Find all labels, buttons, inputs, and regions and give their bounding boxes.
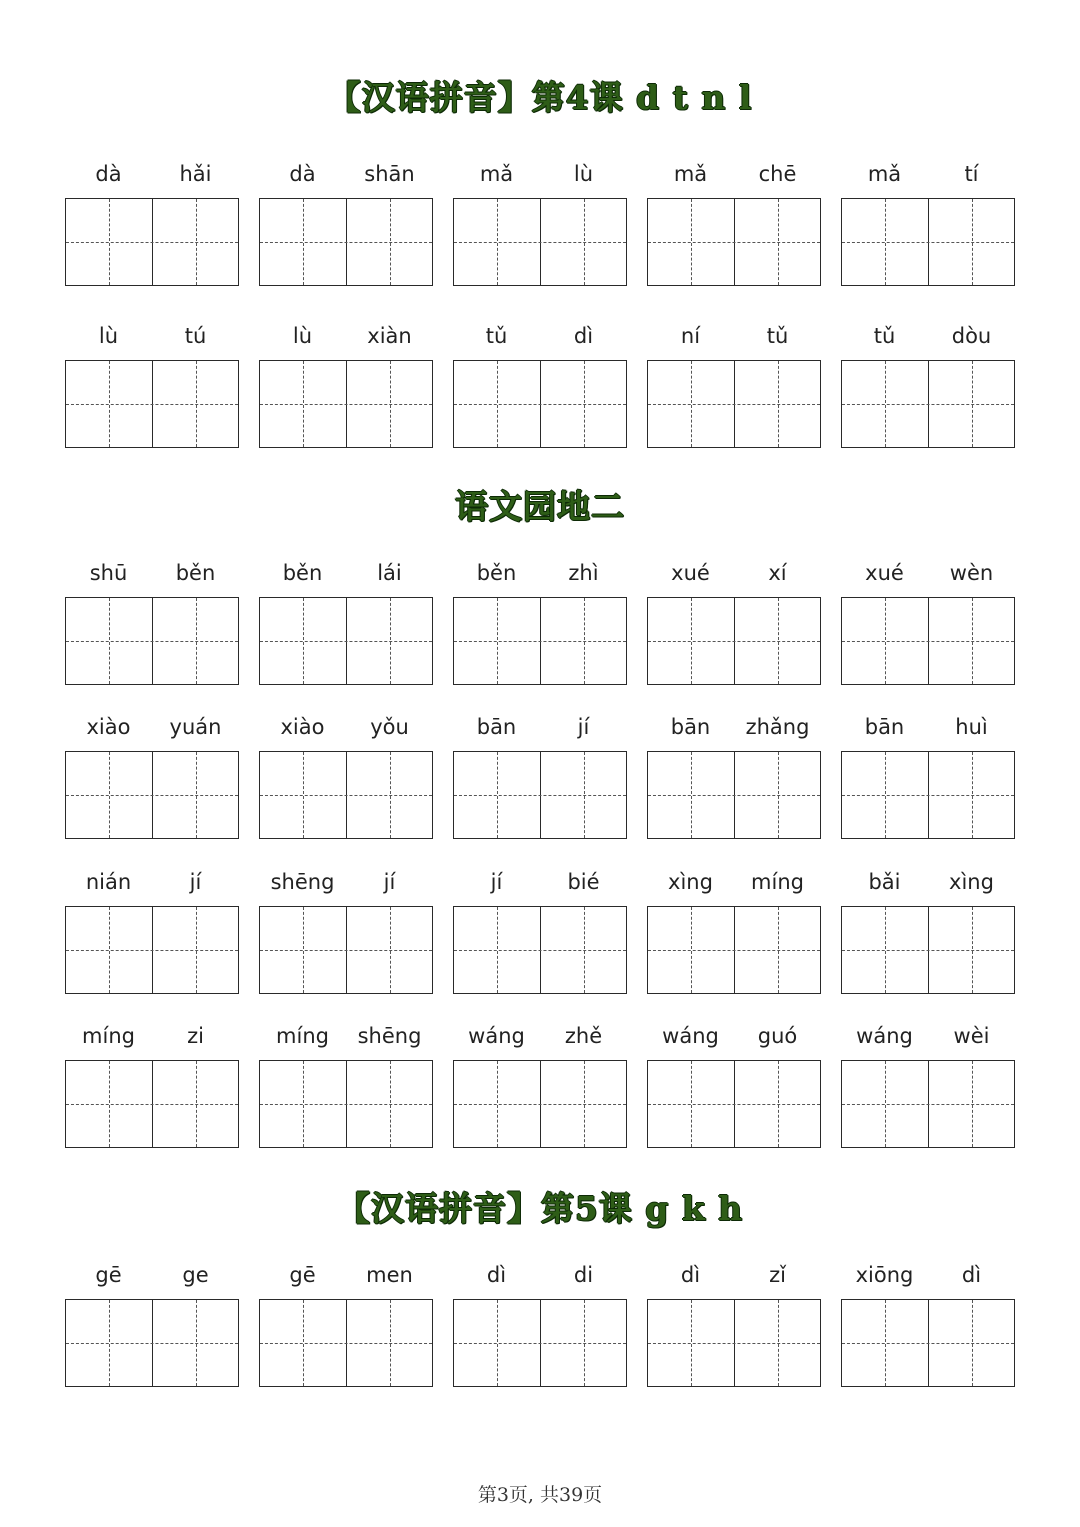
guide-line: [584, 361, 585, 447]
pinyin-syllable: yuán: [169, 715, 222, 739]
guide-line: [972, 752, 973, 838]
guide-line: [648, 950, 820, 951]
pinyin-syllable: běn: [282, 561, 323, 585]
guide-line: [66, 1343, 238, 1344]
guide-line: [109, 598, 110, 684]
heading-yuwen-yuandi-2: 语文园地二: [455, 487, 625, 526]
guide-line: [842, 242, 1014, 243]
tianzige-writing-box[interactable]: [647, 1299, 821, 1387]
guide-line: [691, 361, 692, 447]
guide-line: [390, 598, 391, 684]
pinyin-syllable: bān: [670, 715, 711, 739]
tianzige-writing-box[interactable]: [65, 1060, 239, 1148]
pinyin-syllable: tǔ: [485, 324, 508, 348]
guide-line: [303, 1300, 304, 1386]
pinyin-syllable: tǔ: [766, 324, 789, 348]
guide-line: [303, 361, 304, 447]
pinyin-syllable: lù: [573, 162, 594, 186]
guide-line: [778, 199, 779, 285]
guide-line: [66, 242, 238, 243]
guide-line: [390, 361, 391, 447]
tianzige-writing-box[interactable]: [647, 1060, 821, 1148]
guide-line: [584, 1061, 585, 1147]
page-footer: 第3页, 共39页: [477, 1484, 603, 1506]
guide-line: [778, 1300, 779, 1386]
tianzige-writing-box[interactable]: [841, 906, 1015, 994]
guide-line: [648, 795, 820, 796]
pinyin-syllable: shēng: [357, 1024, 422, 1048]
guide-line: [390, 752, 391, 838]
guide-line: [972, 907, 973, 993]
guide-line: [972, 1061, 973, 1147]
tianzige-writing-box[interactable]: [647, 906, 821, 994]
guide-line: [972, 598, 973, 684]
pinyin-syllable: nián: [85, 870, 132, 894]
guide-line: [648, 1343, 820, 1344]
tianzige-writing-box[interactable]: [647, 751, 821, 839]
pinyin-syllable: bǎi: [868, 870, 901, 894]
tianzige-writing-box[interactable]: [453, 198, 627, 286]
guide-line: [648, 404, 820, 405]
pinyin-syllable: míng: [82, 1024, 135, 1048]
guide-line: [303, 907, 304, 993]
guide-line: [260, 404, 432, 405]
pinyin-syllable: xiàn: [367, 324, 412, 348]
tianzige-writing-box[interactable]: [259, 906, 433, 994]
tianzige-writing-box[interactable]: [453, 906, 627, 994]
pinyin-syllable: hǎi: [179, 162, 212, 186]
guide-line: [303, 752, 304, 838]
pinyin-syllable: dòu: [951, 324, 992, 348]
guide-line: [454, 1343, 626, 1344]
guide-line: [454, 950, 626, 951]
tianzige-writing-box[interactable]: [259, 751, 433, 839]
guide-line: [691, 598, 692, 684]
guide-line: [454, 641, 626, 642]
pinyin-syllable: lù: [292, 324, 313, 348]
guide-line: [109, 199, 110, 285]
pinyin-syllable: xiōng: [855, 1263, 914, 1287]
guide-line: [454, 404, 626, 405]
tianzige-writing-box[interactable]: [259, 597, 433, 685]
guide-line: [497, 361, 498, 447]
tianzige-writing-box[interactable]: [841, 198, 1015, 286]
tianzige-writing-box[interactable]: [647, 597, 821, 685]
guide-line: [497, 598, 498, 684]
guide-line: [691, 199, 692, 285]
guide-line: [885, 199, 886, 285]
guide-line: [109, 1300, 110, 1386]
pinyin-syllable: lái: [377, 561, 402, 585]
guide-line: [885, 598, 886, 684]
pinyin-syllable: zhì: [568, 561, 599, 585]
guide-line: [842, 950, 1014, 951]
pinyin-syllable: lù: [98, 324, 119, 348]
guide-line: [260, 1343, 432, 1344]
guide-line: [778, 752, 779, 838]
pinyin-syllable: zhě: [564, 1024, 603, 1048]
tianzige-writing-box[interactable]: [841, 1060, 1015, 1148]
guide-line: [196, 199, 197, 285]
pinyin-syllable: gē: [95, 1263, 122, 1287]
guide-line: [196, 1300, 197, 1386]
guide-line: [390, 199, 391, 285]
tianzige-writing-box[interactable]: [453, 751, 627, 839]
tianzige-writing-box[interactable]: [65, 597, 239, 685]
guide-line: [972, 361, 973, 447]
pinyin-syllable: dì: [573, 324, 594, 348]
guide-line: [109, 907, 110, 993]
tianzige-writing-box[interactable]: [453, 1060, 627, 1148]
pinyin-syllable: xí: [768, 561, 787, 585]
tianzige-writing-box[interactable]: [841, 360, 1015, 448]
guide-line: [109, 752, 110, 838]
guide-line: [584, 199, 585, 285]
guide-line: [390, 1300, 391, 1386]
guide-line: [454, 795, 626, 796]
pinyin-syllable: dì: [961, 1263, 982, 1287]
guide-line: [390, 1061, 391, 1147]
pinyin-syllable: guó: [757, 1024, 798, 1048]
guide-line: [260, 242, 432, 243]
guide-line: [66, 404, 238, 405]
guide-line: [454, 242, 626, 243]
pinyin-syllable: xiào: [86, 715, 131, 739]
tianzige-writing-box[interactable]: [65, 751, 239, 839]
tianzige-writing-box[interactable]: [65, 198, 239, 286]
heading-lesson-5: 【汉语拼音】第5课 g k h: [336, 1189, 744, 1228]
tianzige-writing-box[interactable]: [841, 751, 1015, 839]
heading-lesson-4: 【汉语拼音】第4课 d t n l: [327, 78, 753, 117]
pinyin-syllable: jí: [383, 870, 396, 894]
pinyin-syllable: jí: [490, 870, 503, 894]
pinyin-syllable: jí: [189, 870, 202, 894]
pinyin-syllable: dì: [680, 1263, 701, 1287]
guide-line: [196, 907, 197, 993]
guide-line: [66, 1104, 238, 1105]
pinyin-syllable: tǔ: [873, 324, 896, 348]
pinyin-syllable: shēng: [270, 870, 335, 894]
guide-line: [497, 1061, 498, 1147]
guide-line: [66, 950, 238, 951]
pinyin-syllable: bān: [864, 715, 905, 739]
guide-line: [260, 641, 432, 642]
guide-line: [109, 361, 110, 447]
guide-line: [648, 1104, 820, 1105]
guide-line: [196, 361, 197, 447]
guide-line: [648, 641, 820, 642]
guide-line: [691, 1300, 692, 1386]
guide-line: [196, 752, 197, 838]
guide-line: [497, 1300, 498, 1386]
pinyin-syllable: dì: [486, 1263, 507, 1287]
tianzige-writing-box[interactable]: [259, 198, 433, 286]
pinyin-syllable: wáng: [468, 1024, 525, 1048]
guide-line: [842, 404, 1014, 405]
guide-line: [778, 361, 779, 447]
pinyin-syllable: zi: [187, 1024, 204, 1048]
pinyin-syllable: zǐ: [769, 1263, 786, 1287]
pinyin-syllable: men: [366, 1263, 413, 1287]
pinyin-syllable: xiào: [280, 715, 325, 739]
pinyin-syllable: ge: [182, 1263, 209, 1287]
pinyin-syllable: wáng: [662, 1024, 719, 1048]
tianzige-writing-box[interactable]: [453, 360, 627, 448]
pinyin-syllable: ní: [680, 324, 701, 348]
pinyin-syllable: běn: [476, 561, 517, 585]
guide-line: [972, 199, 973, 285]
pinyin-syllable: xìng: [949, 870, 994, 894]
tianzige-writing-box[interactable]: [647, 360, 821, 448]
guide-line: [454, 1104, 626, 1105]
tianzige-writing-box[interactable]: [841, 597, 1015, 685]
guide-line: [778, 598, 779, 684]
tianzige-writing-box[interactable]: [65, 906, 239, 994]
guide-line: [842, 795, 1014, 796]
guide-line: [842, 641, 1014, 642]
pinyin-syllable: gē: [289, 1263, 316, 1287]
pinyin-syllable: shū: [89, 561, 128, 585]
guide-line: [66, 795, 238, 796]
pinyin-syllable: mǎ: [673, 162, 708, 186]
guide-line: [196, 598, 197, 684]
guide-line: [66, 641, 238, 642]
guide-line: [778, 907, 779, 993]
pinyin-syllable: mǎ: [479, 162, 514, 186]
guide-line: [842, 1104, 1014, 1105]
guide-line: [691, 907, 692, 993]
guide-line: [260, 795, 432, 796]
tianzige-writing-box[interactable]: [259, 360, 433, 448]
pinyin-syllable: huì: [955, 715, 988, 739]
guide-line: [260, 1104, 432, 1105]
pinyin-syllable: xué: [865, 561, 904, 585]
guide-line: [885, 1061, 886, 1147]
tianzige-writing-box[interactable]: [65, 1299, 239, 1387]
pinyin-syllable: wèi: [953, 1024, 990, 1048]
guide-line: [497, 907, 498, 993]
guide-line: [691, 1061, 692, 1147]
guide-line: [885, 907, 886, 993]
guide-line: [691, 752, 692, 838]
guide-line: [885, 752, 886, 838]
pinyin-syllable: dà: [95, 162, 122, 186]
tianzige-writing-box[interactable]: [841, 1299, 1015, 1387]
pinyin-syllable: wèn: [949, 561, 994, 585]
guide-line: [497, 199, 498, 285]
tianzige-writing-box[interactable]: [65, 360, 239, 448]
pinyin-syllable: tí: [964, 162, 979, 186]
pinyin-syllable: jí: [577, 715, 590, 739]
guide-line: [648, 242, 820, 243]
pinyin-syllable: bié: [567, 870, 600, 894]
pinyin-syllable: dà: [289, 162, 316, 186]
guide-line: [390, 907, 391, 993]
pinyin-syllable: yǒu: [370, 715, 409, 739]
guide-line: [303, 199, 304, 285]
guide-line: [584, 598, 585, 684]
guide-line: [303, 598, 304, 684]
pinyin-syllable: mǎ: [867, 162, 902, 186]
guide-line: [885, 1300, 886, 1386]
guide-line: [972, 1300, 973, 1386]
pinyin-syllable: di: [573, 1263, 594, 1287]
pinyin-syllable: tú: [184, 324, 207, 348]
pinyin-syllable: chē: [758, 162, 797, 186]
guide-line: [842, 1343, 1014, 1344]
pinyin-syllable: míng: [276, 1024, 329, 1048]
tianzige-writing-box[interactable]: [647, 198, 821, 286]
tianzige-writing-box[interactable]: [259, 1060, 433, 1148]
tianzige-writing-box[interactable]: [453, 1299, 627, 1387]
guide-line: [109, 1061, 110, 1147]
pinyin-syllable: bān: [476, 715, 517, 739]
guide-line: [497, 752, 498, 838]
pinyin-syllable: wáng: [856, 1024, 913, 1048]
pinyin-syllable: běn: [175, 561, 216, 585]
tianzige-writing-box[interactable]: [259, 1299, 433, 1387]
guide-line: [260, 950, 432, 951]
guide-line: [196, 1061, 197, 1147]
guide-line: [584, 907, 585, 993]
pinyin-syllable: shān: [364, 162, 415, 186]
guide-line: [885, 361, 886, 447]
guide-line: [584, 752, 585, 838]
guide-line: [303, 1061, 304, 1147]
pinyin-syllable: míng: [751, 870, 804, 894]
tianzige-writing-box[interactable]: [453, 597, 627, 685]
guide-line: [584, 1300, 585, 1386]
pinyin-syllable: xìng: [668, 870, 713, 894]
pinyin-syllable: zhǎng: [745, 715, 810, 739]
pinyin-syllable: xué: [671, 561, 710, 585]
guide-line: [778, 1061, 779, 1147]
